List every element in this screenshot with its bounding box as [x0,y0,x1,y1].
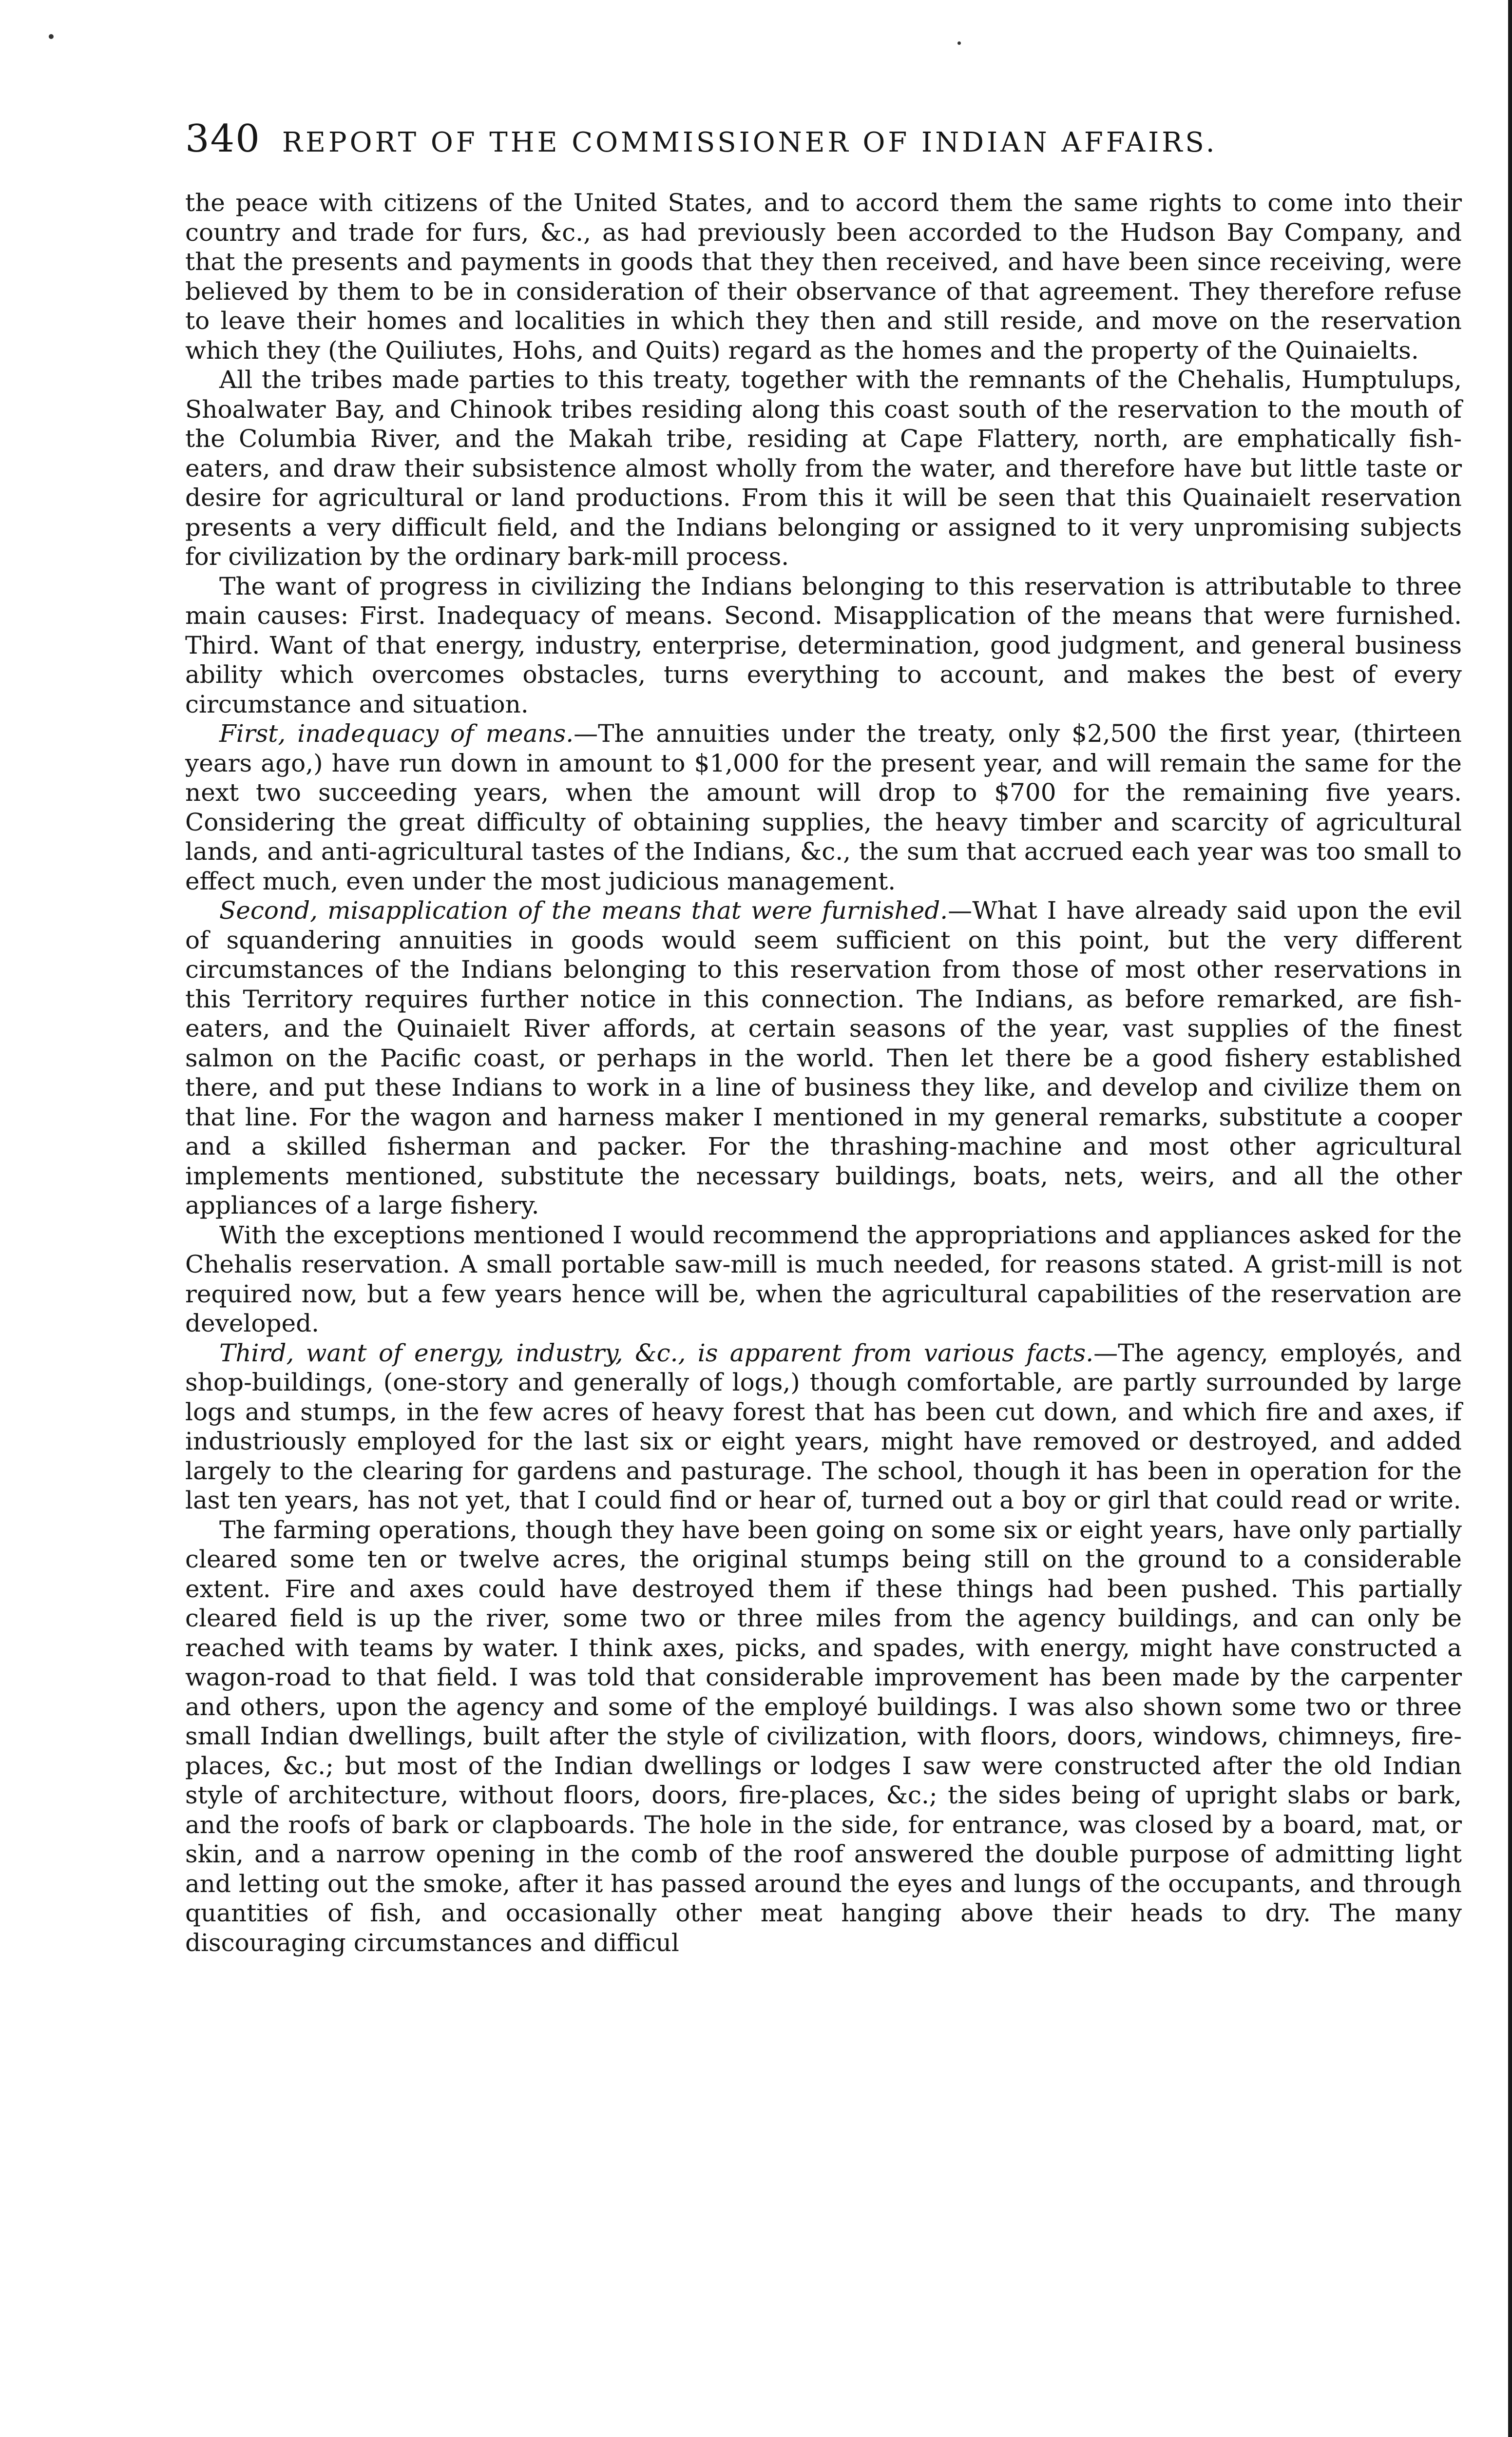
paragraph-text: All the tribes made parties to this treaty, together with the remnants of the Chehalis, Humptulups, Shoalwater Bay, and Chinook tribes residing along this coast south of the reservation to the mouth of the Columbia River, and the Makah tribe, residing at Cape Flattery, north, are emphatically fish-eaters, and draw their subsistence almost wholly from the water, and therefore have but little taste or desire for agricultural or land productions. From this it will be seen that this Quainaielt reservation presents a very difficult field, and the Indians belonging or assigned to it very unpromising subjects for civilization by the ordinary bark-mill process. [185,366,1462,571]
paragraph [185,572,1462,719]
paragraph-text: With the exceptions mentioned I would recommend the appropriations and appliances asked for the Chehalis reservation. A small portable saw-mill is much needed, for reasons stated. A grist-mill is not required now, but a few years hence will be, when the agricultural capabilities of the reservation are developed. [185,1220,1462,1337]
paragraph-text: —The annuities under the treaty, only $2,500 the first year, (thirteen years ago,) have run down in amount to $1,000 for the present year, and will remain the same for the next two succeeding years, when the amount will drop to $700 for the remaining five years. Considering the great difficulty of obtaining supplies, the heavy timber and scarcity of agricultural lands, and anti-agricultural tastes of the Indians, &c., the sum that accrued each year was too small to effect much, even under the most judicious management. [185,719,1462,895]
page-edge-right [1508,0,1512,2437]
paragraph [185,1338,1462,1515]
paragraph [185,1220,1462,1338]
paragraph-text: —What I have already said upon the evil of squandering annuities in goods would seem sufficient on this point, but the very different circumstances of the Indians belonging to this reservation from those of most other reservations in this Territory requires further notice in this connection. The Indians, as before remarked, are fish-eaters, and the Quinaielt River affords, at certain seasons of the year, vast supplies of the finest salmon on the Pacific coast, or perhaps in the world. Then let there be a good fishery established there, and put these Indians to work in a line of business they like, and develop and civilize them on that line. For the wagon and harness maker I mentioned in my general remarks, substitute a cooper and a skilled fisherman and packer. For the thrashing-machine and most other agricultural implements mentioned, substitute the necessary buildings, boats, nets, weirs, and all the other appliances of a large fishery. [185,896,1462,1219]
print-speck [957,41,961,45]
paragraph [185,1515,1462,1958]
paragraph-text: —The agency, employés, and shop-buildings, (one-story and generally of logs,) though comfortable, are partly surrounded by large logs and stumps, in the few acres of heavy forest that has been cut down, and which fire and axes, if industriously employed for the last six or eight years, might have removed or destroyed, and added largely to the clearing for gardens and pasturage. The school, though it has been in operation for the last ten years, has not yet, that I could find or hear of, turned out a boy or girl that could read or write. [185,1338,1462,1514]
print-speck [49,34,54,39]
body-text [185,188,1462,1957]
running-head: REPORT OF THE COMMISSIONER OF INDIAN AFFAIRS. [282,127,1218,158]
paragraph-text: the peace with citizens of the United States, and to accord them the same rights to come into their country and trade for furs, &c., as had previously been accorded to the Hudson Bay Company, and that the presents and payments in goods that they then received, and have been since receiving, were believed by them to be in consideration of their observance of that agreement. They therefore refuse to leave their homes and localities in which they then and still reside, and move on the reservation which they (the Quiliutes, Hohs, and Quits) regard as the homes and the property of the Quinaielts. [185,189,1462,365]
paragraph [185,188,1462,365]
paragraph-lead: First, inadequacy of means. [219,719,574,748]
paragraph-lead: Second, misapplication of the means that were furnished. [219,896,948,925]
paragraph-text: The want of progress in civilizing the Indians belonging to this reservation is attributable to three main causes: First. Inadequacy of means. Second. Misapplication of the means that were furnished. Third. Want of that energy, industry, enterprise, determination, good judgment, and general business ability which overcomes obstacles, turns everything to account, and makes the best of every circumstance and situation. [185,572,1462,718]
paragraph [185,719,1462,896]
page-number: 340 [185,117,261,161]
paragraph [185,365,1462,572]
page-header [185,117,1462,171]
paragraph [185,896,1462,1220]
paragraph-lead: Third, want of energy, industry, &c., is apparent from various facts. [219,1338,1094,1367]
paragraph-text: The farming operations, though they have been going on some six or eight years, have only partially cleared some ten or twelve acres, the original stumps being still on the ground to a considerable extent. Fire and axes could have destroyed them if these things had been pushed. This partially cleared field is up the river, some two or three miles from the agency buildings, and can only be reached with teams by water. I think axes, picks, and spades, with energy, might have constructed a wagon-road to that field. I was told that considerable improvement has been made by the carpenter and others, upon the agency and some of the employé buildings. I was also shown some two or three small Indian dwellings, built after the style of civilization, with floors, doors, windows, chimneys, fire-places, &c.; but most of the Indian dwellings or lodges I saw were constructed after the old Indian style of architecture, without floors, doors, fire-places, &c.; the sides being of upright slabs or bark, and the roofs of bark or clapboards. The hole in the side, for entrance, was closed by a board, mat, or skin, and a narrow opening in the comb of the roof answered the double purpose of admitting light and letting out the smoke, after it has passed around the eyes and lungs of the occupants, and through quantities of fish, and occasionally other meat hanging above their heads to dry. The many discouraging circumstances and difficul [185,1515,1462,1957]
document-page [185,117,1462,1957]
